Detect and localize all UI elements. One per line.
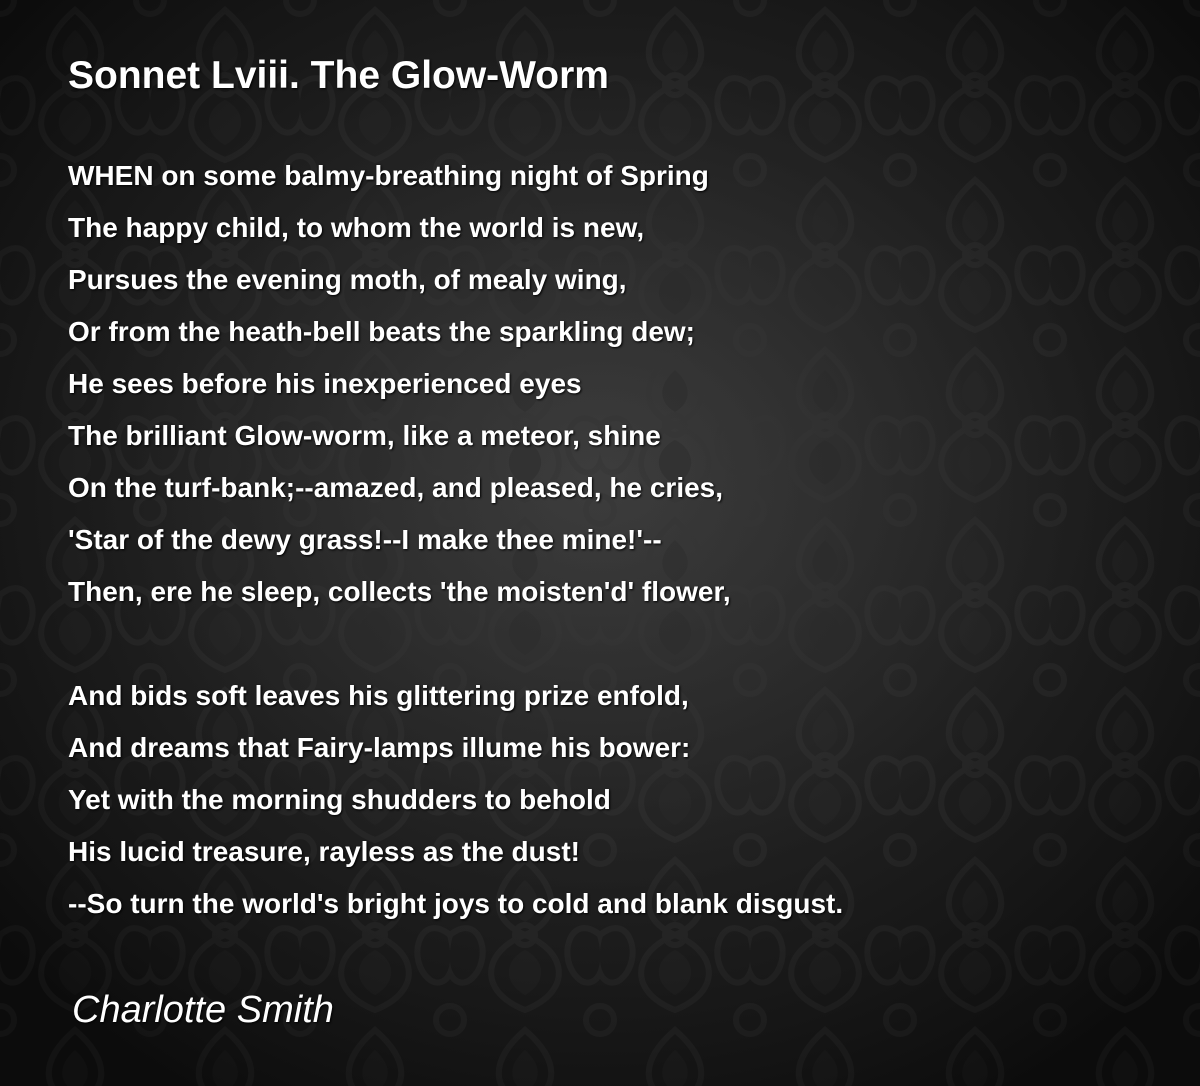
stanza-break [68, 622, 843, 674]
poem-line: On the turf-bank;--amazed, and pleased, he cries, [68, 472, 724, 503]
poem-line: WHEN on some balmy-breathing night of Spring [68, 160, 709, 191]
poem-line: Yet with the morning shudders to behold [68, 784, 611, 815]
poem-title: Sonnet Lviii. The Glow-Worm [68, 54, 609, 97]
poem-line: Pursues the evening moth, of mealy wing, [68, 264, 627, 295]
poem-line: 'Star of the dewy grass!--I make thee mine!'-- [68, 524, 662, 555]
poem-line: The happy child, to whom the world is new, [68, 212, 645, 243]
poem-line: And dreams that Fairy-lamps illume his bower: [68, 732, 691, 763]
poem-line: His lucid treasure, rayless as the dust! [68, 836, 580, 867]
poem-line: Or from the heath-bell beats the sparkling dew; [68, 316, 695, 347]
poem-author: Charlotte Smith [72, 989, 334, 1031]
poem-line: --So turn the world's bright joys to cold and blank disgust. [68, 888, 844, 919]
poem-line: He sees before his inexperienced eyes [68, 368, 582, 399]
poem-line: Then, ere he sleep, collects 'the moisten'd' flower, [68, 576, 731, 607]
poem-body [68, 154, 843, 934]
poem-line: And bids soft leaves his glittering prize enfold, [68, 680, 689, 711]
poem-line: The brilliant Glow-worm, like a meteor, shine [68, 420, 661, 451]
